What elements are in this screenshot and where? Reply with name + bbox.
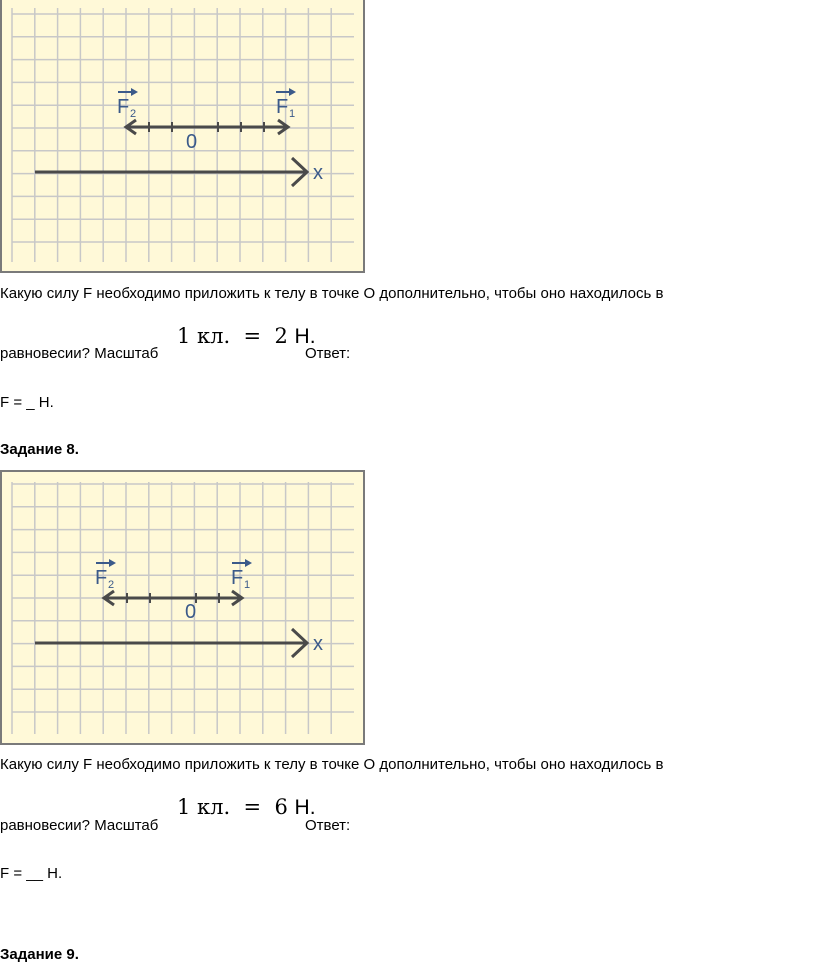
task8-scale-unit: Н. xyxy=(294,796,316,819)
grid-frame xyxy=(1,0,364,272)
task8-question-line2: равновесии? Масштаб xyxy=(0,817,159,834)
task7-scale-formula xyxy=(177,324,316,349)
task8-heading: Задание 8. xyxy=(0,441,79,458)
x-axis-label: x xyxy=(313,633,323,655)
svg-text:F: F xyxy=(95,567,108,589)
task7-figure xyxy=(0,0,366,274)
svg-text:F: F xyxy=(117,96,130,118)
origin-label: 0 xyxy=(185,601,197,623)
svg-text:F: F xyxy=(276,96,289,118)
grid-frame xyxy=(1,471,364,744)
svg-text:F: F xyxy=(231,567,244,589)
origin-label: 0 xyxy=(186,131,198,153)
task8-grid-diagram xyxy=(0,470,366,746)
task9-heading: Задание 9. xyxy=(0,946,79,963)
task8-question-line1: Какую силу F необходимо приложить к телу в точке O дополнительно, чтобы оно находилось в xyxy=(0,756,664,773)
task8-scale-value: 1 кл. = 6 xyxy=(177,795,288,819)
task7-scale-value: 1 кл. = 2 xyxy=(177,324,288,348)
task7-question-line2: равновесии? Масштаб xyxy=(0,345,159,362)
svg-text:2: 2 xyxy=(130,108,137,120)
task7-answer-line: F = _ Н. xyxy=(0,394,54,411)
x-axis-label: x xyxy=(313,162,323,184)
task7-answer-label: Ответ: xyxy=(305,345,351,362)
svg-text:1: 1 xyxy=(244,579,251,591)
task8-answer-label: Ответ: xyxy=(305,817,351,834)
task8-answer-line: F = __ Н. xyxy=(0,865,63,882)
task7-grid-diagram xyxy=(0,0,366,274)
task8-figure xyxy=(0,470,366,744)
task7-question-line1: Какую силу F необходимо приложить к телу в точке O дополнительно, чтобы оно находилось в xyxy=(0,285,664,302)
svg-text:1: 1 xyxy=(289,108,296,120)
task8-scale-formula xyxy=(177,795,316,820)
task7-scale-unit: Н. xyxy=(294,325,316,348)
svg-text:2: 2 xyxy=(108,579,115,591)
